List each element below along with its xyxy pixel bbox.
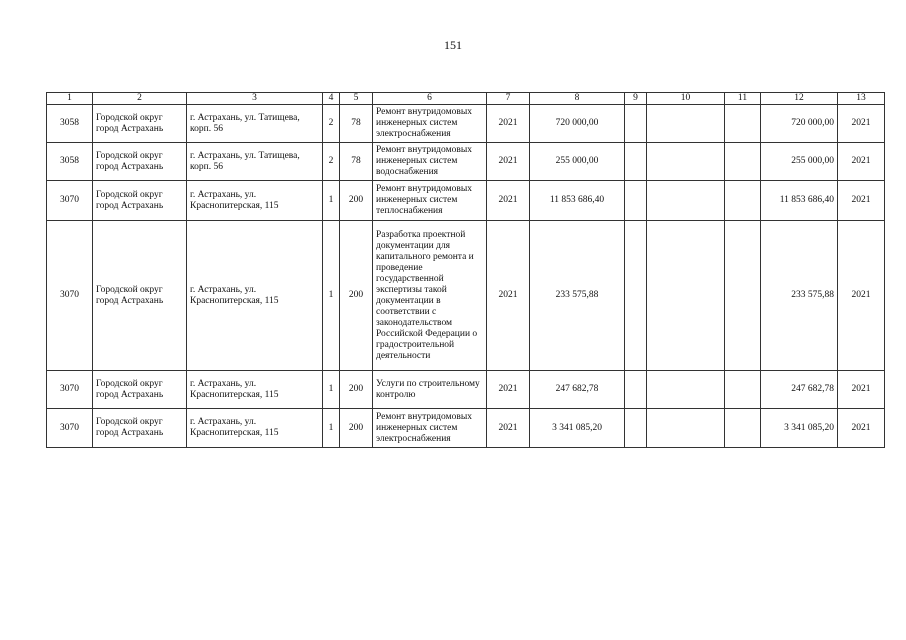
cell-address: г. Астрахань, ул. Татищева, корп. 56 <box>187 105 323 143</box>
header-col-2: 2 <box>93 93 187 105</box>
table-row <box>47 371 885 409</box>
cell-col11 <box>725 105 761 143</box>
cell-amount: 720 000,00 <box>530 105 625 143</box>
cell-end-year: 2021 <box>838 371 885 409</box>
cell-col10 <box>647 181 725 221</box>
cell-id: 3070 <box>47 409 93 448</box>
cell-total: 11 853 686,40 <box>761 181 838 221</box>
cell-municipality: Городской округ город Астрахань <box>93 105 187 143</box>
cell-work: Ремонт внутридомовых инженерных систем электроснабжения <box>373 105 487 143</box>
cell-col4: 1 <box>323 221 340 371</box>
cell-municipality: Городской округ город Астрахань <box>93 371 187 409</box>
header-col-13: 13 <box>838 93 885 105</box>
cell-id: 3058 <box>47 105 93 143</box>
cell-total: 720 000,00 <box>761 105 838 143</box>
cell-year: 2021 <box>487 409 530 448</box>
cell-year: 2021 <box>487 105 530 143</box>
header-col-8: 8 <box>530 93 625 105</box>
cell-amount: 255 000,00 <box>530 143 625 181</box>
cell-col5: 78 <box>340 143 373 181</box>
table-row <box>47 221 885 371</box>
cell-municipality: Городской округ город Астрахань <box>93 181 187 221</box>
cell-amount: 11 853 686,40 <box>530 181 625 221</box>
cell-col9 <box>625 371 647 409</box>
cell-total: 247 682,78 <box>761 371 838 409</box>
table-row <box>47 105 885 143</box>
cell-col11 <box>725 371 761 409</box>
cell-total: 255 000,00 <box>761 143 838 181</box>
cell-col11 <box>725 181 761 221</box>
cell-col4: 1 <box>323 181 340 221</box>
cell-col10 <box>647 143 725 181</box>
header-col-11: 11 <box>725 93 761 105</box>
cell-amount: 233 575,88 <box>530 221 625 371</box>
header-col-6: 6 <box>373 93 487 105</box>
cell-work: Ремонт внутридомовых инженерных систем теплоснабжения <box>373 181 487 221</box>
cell-col10 <box>647 105 725 143</box>
cell-address: г. Астрахань, ул. Татищева, корп. 56 <box>187 143 323 181</box>
table-row <box>47 409 885 448</box>
header-col-7: 7 <box>487 93 530 105</box>
header-col-4: 4 <box>323 93 340 105</box>
cell-total: 233 575,88 <box>761 221 838 371</box>
header-col-9: 9 <box>625 93 647 105</box>
cell-id: 3070 <box>47 221 93 371</box>
cell-year: 2021 <box>487 143 530 181</box>
cell-municipality: Городской округ город Астрахань <box>93 221 187 371</box>
cell-col5: 200 <box>340 181 373 221</box>
cell-col4: 1 <box>323 371 340 409</box>
cell-municipality: Городской округ город Астрахань <box>93 143 187 181</box>
cell-col5: 200 <box>340 371 373 409</box>
cell-year: 2021 <box>487 221 530 371</box>
cell-col10 <box>647 409 725 448</box>
header-row <box>47 93 885 105</box>
cell-work: Ремонт внутридомовых инженерных систем водоснабжения <box>373 143 487 181</box>
cell-address: г. Астрахань, ул. Краснопитерская, 115 <box>187 221 323 371</box>
cell-total: 3 341 085,20 <box>761 409 838 448</box>
cell-col4: 1 <box>323 409 340 448</box>
header-col-3: 3 <box>187 93 323 105</box>
cell-col5: 78 <box>340 105 373 143</box>
cell-col11 <box>725 143 761 181</box>
header-col-1: 1 <box>47 93 93 105</box>
header-col-5: 5 <box>340 93 373 105</box>
cell-end-year: 2021 <box>838 409 885 448</box>
cell-work: Услуги по строительному контролю <box>373 371 487 409</box>
cell-col9 <box>625 105 647 143</box>
cell-municipality: Городской округ город Астрахань <box>93 409 187 448</box>
cell-year: 2021 <box>487 181 530 221</box>
cell-col10 <box>647 221 725 371</box>
cell-end-year: 2021 <box>838 181 885 221</box>
cell-col11 <box>725 409 761 448</box>
cell-id: 3070 <box>47 181 93 221</box>
cell-col11 <box>725 221 761 371</box>
cell-col5: 200 <box>340 409 373 448</box>
page-number: 151 <box>444 38 462 52</box>
cell-address: г. Астрахань, ул. Краснопитерская, 115 <box>187 181 323 221</box>
cell-id: 3070 <box>47 371 93 409</box>
header-col-12: 12 <box>761 93 838 105</box>
table-row <box>47 143 885 181</box>
cell-col10 <box>647 371 725 409</box>
cell-work: Разработка проектной документации для капитального ремонта и проведение государственной экспертизы такой документации в соответствии с законодательством Российской Федерации о градостроительной деятельности <box>373 221 487 371</box>
cell-end-year: 2021 <box>838 143 885 181</box>
cell-work: Ремонт внутридомовых инженерных систем электроснабжения <box>373 409 487 448</box>
cell-col5: 200 <box>340 221 373 371</box>
cell-col9 <box>625 181 647 221</box>
cell-address: г. Астрахань, ул. Краснопитерская, 115 <box>187 409 323 448</box>
cell-col9 <box>625 409 647 448</box>
table-body <box>47 105 885 448</box>
cell-col9 <box>625 221 647 371</box>
cell-end-year: 2021 <box>838 105 885 143</box>
header-col-10: 10 <box>647 93 725 105</box>
cell-address: г. Астрахань, ул. Краснопитерская, 115 <box>187 371 323 409</box>
cell-col9 <box>625 143 647 181</box>
table-header <box>47 93 885 105</box>
cell-year: 2021 <box>487 371 530 409</box>
cell-amount: 247 682,78 <box>530 371 625 409</box>
cell-col4: 2 <box>323 143 340 181</box>
cell-amount: 3 341 085,20 <box>530 409 625 448</box>
cell-id: 3058 <box>47 143 93 181</box>
table-row <box>47 181 885 221</box>
cell-end-year: 2021 <box>838 221 885 371</box>
cell-col4: 2 <box>323 105 340 143</box>
repair-program-table <box>46 92 885 448</box>
